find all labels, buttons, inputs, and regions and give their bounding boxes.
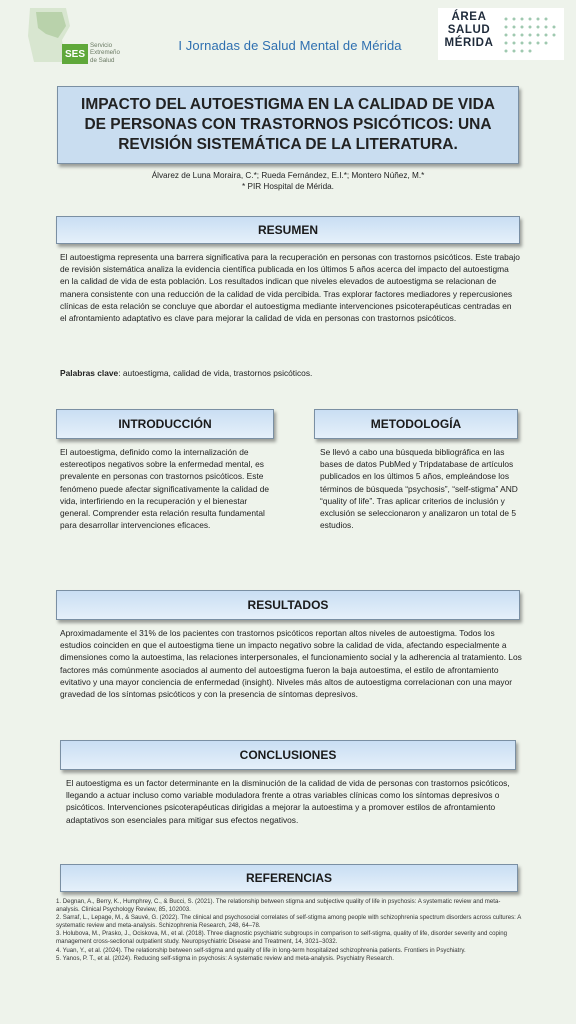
reference-item: 2. Sarraf, L., Lepage, M., & Sauvé, G. (2022). The clinical and psychosocial correlates of self-stigma among people with schizophrenia spectrum disorders across cultures: A systematic review and meta-analysis. Schizophrenia Research, 248, 64–78. <box>56 914 521 930</box>
title-box <box>57 86 519 164</box>
ses-logo-text: SES <box>62 44 88 64</box>
area-logo-line: MÉRIDA <box>444 37 494 49</box>
event-title: I Jornadas de Salud Mental de Mérida <box>178 38 402 53</box>
resultados-text: Aproximadamente el 31% de los pacientes con trastornos psicóticos reportan altos niveles de autoestigma. Todos los estudios coinciden en que el autoestigma tiene un impacto negativo sobre la calidad de vida, afectando especialmente a dimensiones como la autoestima, las relaciones interpersonales, el funcionamiento social y la adherencia al tratamiento. Los factores más comúnmente asociados al aumento del autoestigma fueron la baja autoestima, el estilo de afrontamiento evitativo y una mayor conciencia de enfermedad (insight). Niveles más altos de autoestigma correlacionan con una mayor gravedad de los síntomas psicóticos y con la presencia de síntomas depresivos. <box>60 628 522 700</box>
reference-item: 1. Degnan, A., Berry, K., Humphrey, C., & Bucci, S. (2021). The relationship between stigma and subjective quality of life in psychosis: A systematic review and meta-analysis. Clinical Psychology Review, 85, 102003. <box>56 898 501 914</box>
affiliation: * PIR Hospital de Mérida. <box>242 182 334 191</box>
dot-pattern-icon <box>500 13 560 55</box>
keywords-line <box>60 367 520 379</box>
ses-name-line: Extremeño <box>90 49 120 57</box>
ses-name-line: de Salud <box>90 56 115 64</box>
resumen-heading: RESUMEN <box>56 216 520 244</box>
introduccion-text: El autoestigma, definido como la internalización de estereotipos negativos sobre la enfermedad mental, es prevalente en personas con trastornos psicóticos. Este fenómeno puede afectar significativamente la calidad de vida, interfiriendo en la recuperación y el bienestar general. Comprender esta relación resulta fundamental para desarrollar intervenciones eficaces. <box>60 447 270 531</box>
keywords-label: Palabras clave <box>60 368 119 378</box>
poster-title: IMPACTO DEL AUTOESTIGMA EN LA CALIDAD DE VIDA DE PERSONAS CON TRASTORNOS PSICÓTICOS: UNA REVISIÓN SISTEMÁTICA DE LA LITERATURA. <box>81 96 495 153</box>
introduccion-heading: INTRODUCCIÓN <box>56 409 274 439</box>
area-logo-line: SALUD <box>447 24 491 36</box>
area-logo-line: ÁREA <box>451 11 487 23</box>
conclusiones-text: El autoestigma es un factor determinante en la disminución de la calidad de vida de personas con trastornos psicóticos, llegando a actuar incluso como variable moduladora frente a otras variables clínicas como los síntomas depresivos o psicóticos. Intervenciones psicoterapéuticas dirigidas a mejorar la autoestima y a promover estilos de afrontamiento adaptativos son esenciales para mitigar sus efectos negativos. <box>66 778 510 825</box>
referencias-heading: REFERENCIAS <box>60 864 518 892</box>
metodologia-heading: METODOLOGÍA <box>314 409 518 439</box>
reference-item: 4. Yuan, Y., et al. (2024). The relationship between self-stigma and quality of life in long-term hospitalized schizophrenia patients. Frontiers in Psychiatry. <box>56 946 466 954</box>
resumen-text: El autoestigma representa una barrera significativa para la recuperación en personas con trastornos psicóticos. Este trabajo de revisión sistemática analiza la evidencia científica publicada en los últimos 5 años acerca del impacto del autoestigma en la calidad de vida de esta población. Los resultados indican que niveles elevados de autoestigma se relacionan de manera consistente con una reducción de la calidad de vida percibida. Tras explorar factores mediadores y repercusiones clínicas de esta relación se concluye que abordar el autoestigma mediante intervenciones psicoterapéuticas centradas en el afrontamiento adaptativo es clave para mejorar la calidad de vida en personas con trastornos psicóticos. <box>60 252 520 324</box>
authors: Álvarez de Luna Moraira, C.*; Rueda Fernández, E.I.*; Montero Núñez, M.* <box>151 171 425 180</box>
authors-block <box>60 170 516 192</box>
ses-logo <box>26 6 138 64</box>
area-logo-text <box>440 11 498 50</box>
references-list <box>56 898 522 963</box>
reference-item: 5. Yanos, P. T., et al. (2024). Reducing self-stigma in psychosis: A systematic review and meta-analysis. Psychiatry Research. <box>56 954 394 962</box>
reference-item: 3. Holubova, M., Prasko, J., Ociskova, M., et al. (2018). Three diagnostic psychiatric subgroups in comparison to self-stigma, quality of life, disorder severity and coping management cross-sectional outpatient study. Neuropsychiatric Disease and Treatment, 14, 3021–3032. <box>56 930 508 946</box>
conclusiones-heading: CONCLUSIONES <box>60 740 516 770</box>
ses-name-line: Servicio <box>90 42 113 49</box>
resultados-heading: RESULTADOS <box>56 590 520 620</box>
metodologia-text: Se llevó a cabo una búsqueda bibliográfica en las bases de datos PubMed y Tripdatabase de artículos publicados en los últimos 5 años, empleándose los términos de búsqueda “psychosis”, “self-stigma” AND “quality of life”. Tras aplicar criterios de inclusión y exclusión se seleccionaron y analizaron un total de 5 estudios. <box>320 447 518 531</box>
area-salud-logo <box>438 8 564 60</box>
ses-name <box>62 42 142 64</box>
keywords: : autoestigma, calidad de vida, trastornos psicóticos. <box>118 368 313 378</box>
